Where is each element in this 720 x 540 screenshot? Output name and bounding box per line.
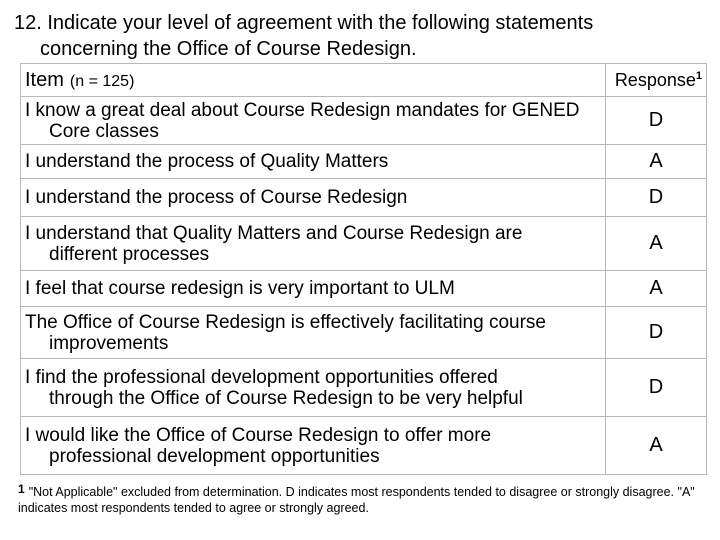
table-row: [21, 179, 707, 217]
table-row: [21, 217, 707, 271]
table-row: [21, 271, 707, 307]
table-row: [21, 417, 707, 475]
statement-cell: [21, 217, 606, 271]
response-cell: D: [606, 179, 707, 217]
response-cell: D: [606, 359, 707, 417]
statement-cell: [21, 359, 606, 417]
response-cell: A: [606, 145, 707, 179]
sample-size-label: (n = 125): [69, 72, 135, 90]
response-footnote-marker: 1: [695, 69, 702, 82]
table-header-row: [21, 64, 707, 97]
statement-cell: [21, 145, 606, 179]
page-title: [14, 10, 714, 62]
footnote: [18, 481, 708, 513]
statement-line-2: improvements: [49, 332, 169, 354]
table-row: [21, 307, 707, 359]
table-body: [21, 97, 707, 475]
response-cell: D: [606, 307, 707, 359]
statement-line-1: I know a great deal about Course Redesign mandates for GENED: [25, 99, 580, 121]
response-cell: A: [606, 417, 707, 475]
statement-cell: [21, 179, 606, 217]
statement-line-2: Core classes: [49, 120, 159, 142]
statement-line-1: I find the professional development opportunities offered: [25, 366, 498, 388]
item-header-label: Item: [25, 68, 64, 91]
item-column-header: [21, 64, 606, 97]
response-column-header: [606, 64, 707, 97]
statement-line-2: through the Office of Course Redesign to be very helpful: [49, 387, 523, 409]
statement-line-1: The Office of Course Redesign is effectively facilitating course: [25, 311, 546, 333]
statement-cell: [21, 417, 606, 475]
statement-cell: [21, 307, 606, 359]
response-header-label: Response: [614, 69, 696, 90]
statement-line-1: I understand the process of Quality Matters: [25, 151, 389, 172]
statement-line-1: I feel that course redesign is very important to ULM: [25, 278, 455, 299]
statement-cell: [21, 271, 606, 307]
statement-line-2: professional development opportunities: [49, 445, 380, 467]
table-row: [21, 359, 707, 417]
table-row: [21, 97, 707, 145]
footnote-marker: 1: [18, 482, 25, 496]
response-cell: A: [606, 271, 707, 307]
survey-table: [20, 63, 707, 475]
response-cell: D: [606, 97, 707, 145]
footnote-text: "Not Applicable" excluded from determination. D indicates most respondents tended to disagree or strongly disagree. "A" indicates most respondents tended to agree or strongly agreed.: [18, 485, 695, 515]
title-line-2: concerning the Office of Course Redesign.: [40, 38, 417, 60]
statement-cell: [21, 97, 606, 145]
statement-line-1: I understand that Quality Matters and Course Redesign are: [25, 222, 523, 244]
table-row: [21, 145, 707, 179]
statement-line-2: different processes: [49, 243, 210, 265]
statement-line-1: I would like the Office of Course Redesign to offer more: [25, 424, 492, 446]
title-line-1: 12. Indicate your level of agreement with the following statements: [14, 12, 594, 34]
statement-line-1: I understand the process of Course Redesign: [25, 187, 408, 208]
response-cell: A: [606, 217, 707, 271]
